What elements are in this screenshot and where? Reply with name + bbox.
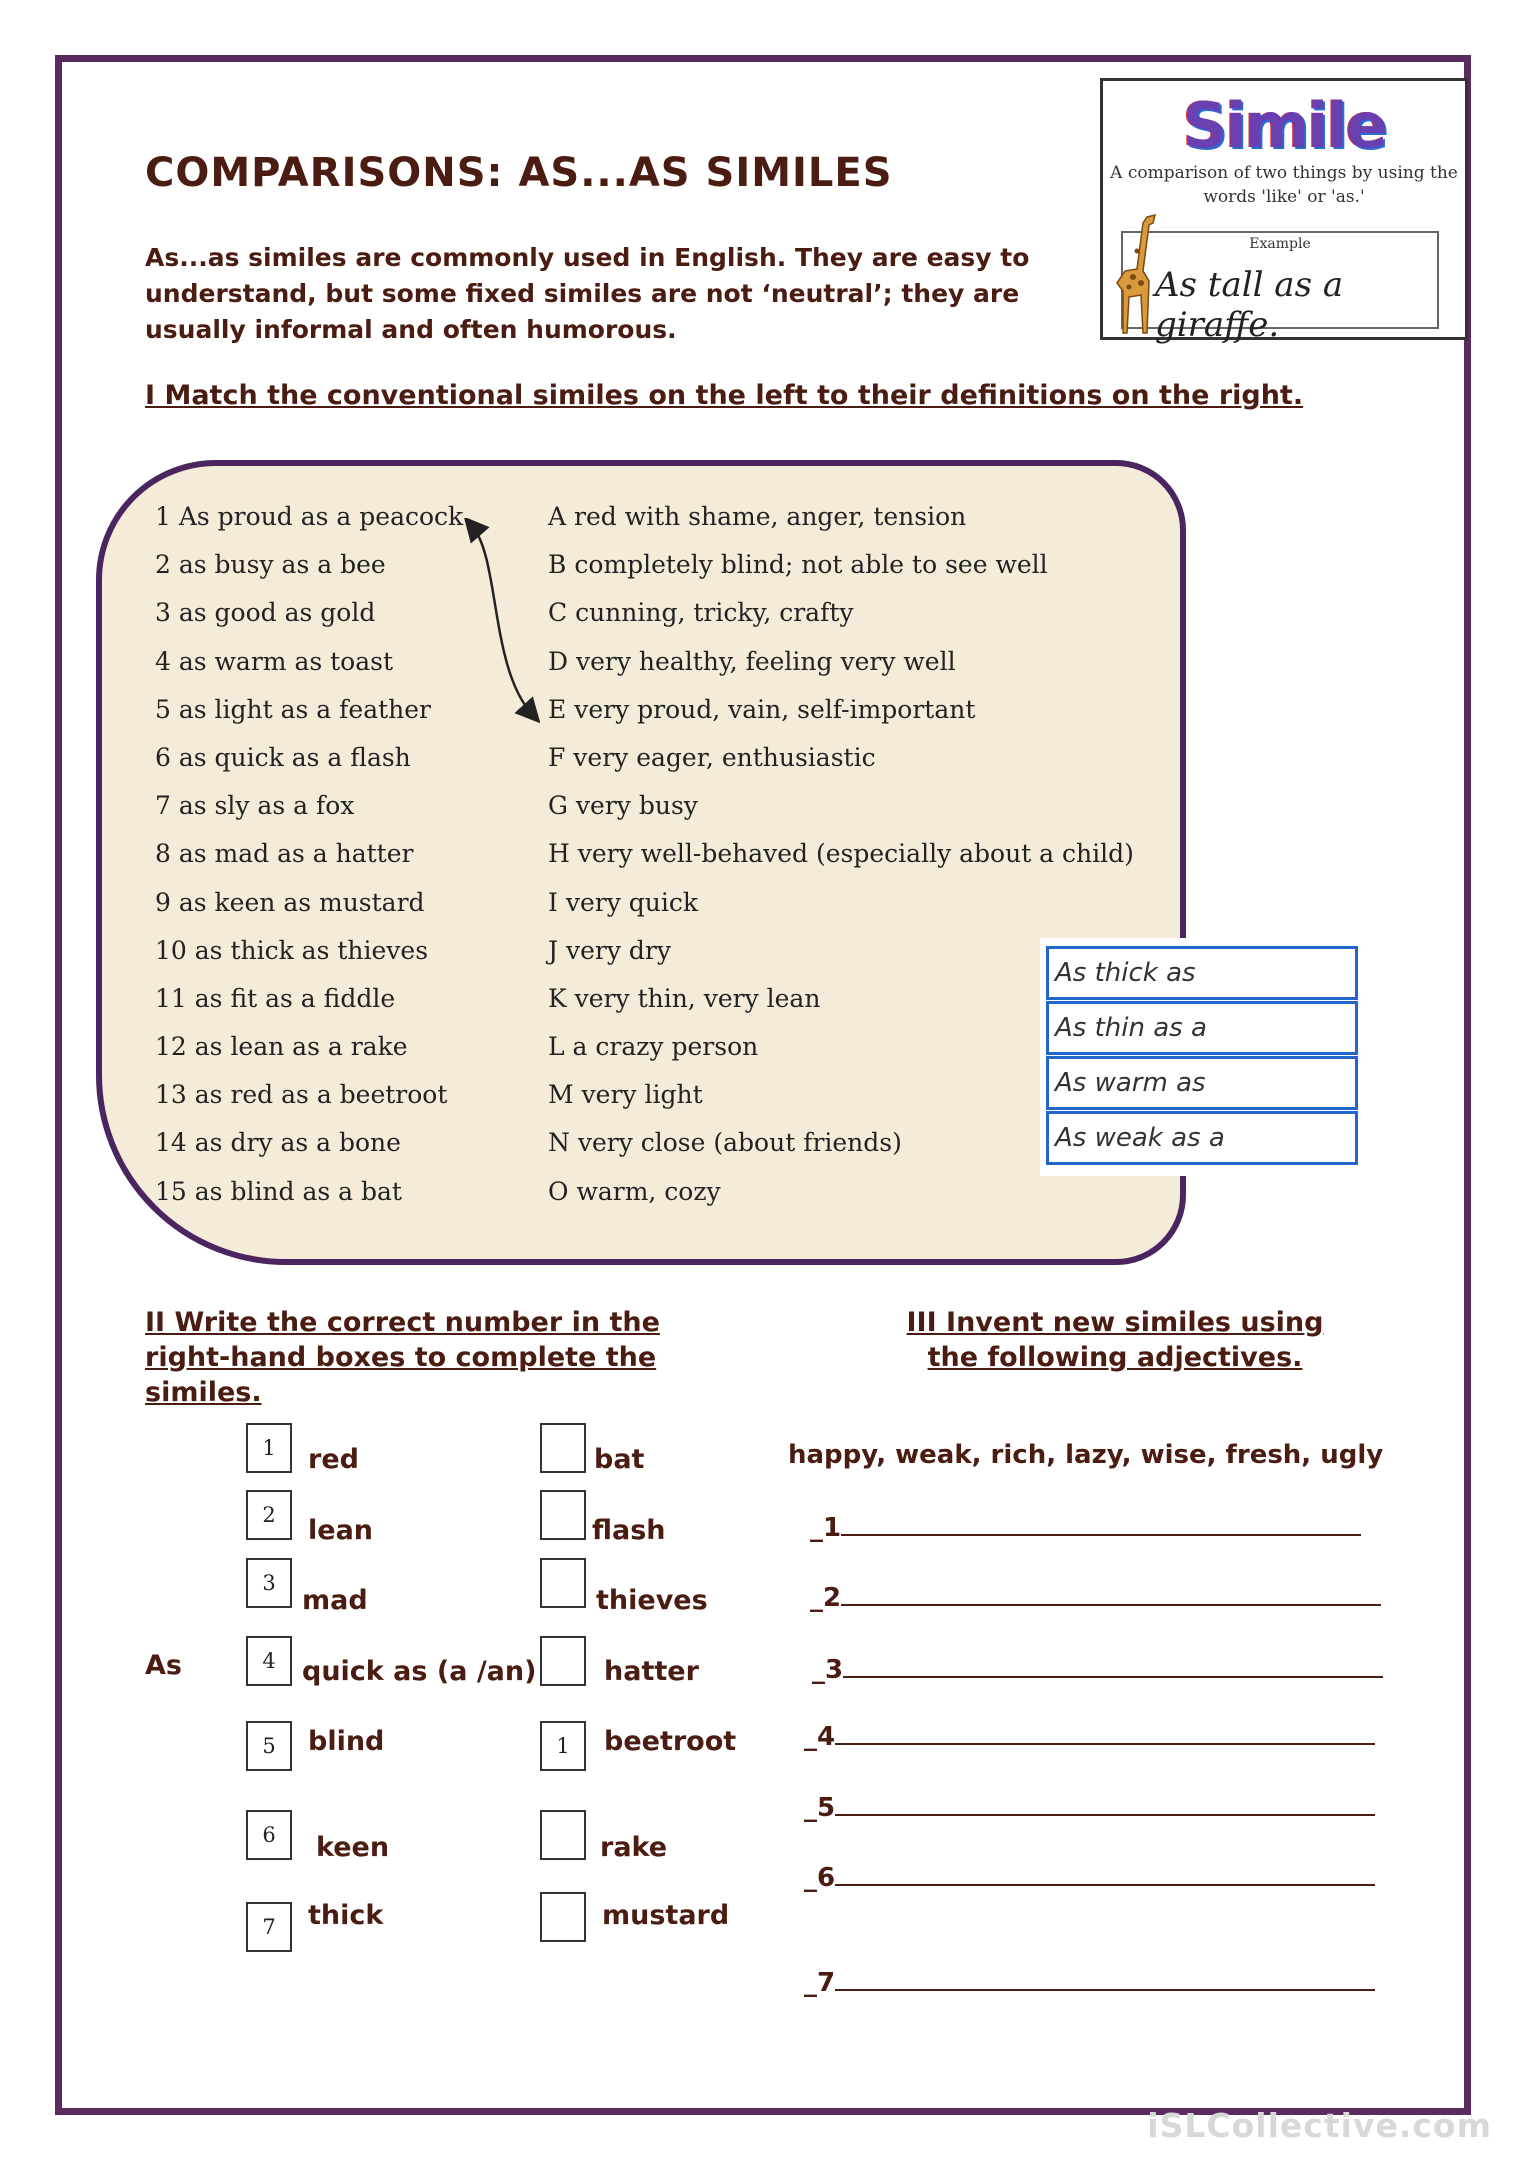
example-label: Example [1249, 236, 1311, 252]
answer-line[interactable] [804, 1863, 1375, 1893]
simile-logo-title: Simile [1182, 89, 1386, 162]
simile-item: 9 as keen as mustard [155, 887, 425, 917]
definition-item: C cunning, tricky, crafty [548, 598, 854, 628]
giraffe-icon [1103, 211, 1173, 341]
left-word: lean [308, 1515, 374, 1546]
definition-item: G very busy [548, 791, 698, 821]
as-word: As [145, 1650, 182, 1681]
simile-definition-box [1100, 78, 1468, 345]
answer-line-number: _3 [812, 1655, 844, 1685]
right-number-box[interactable]: 1 [540, 1721, 586, 1771]
simile-item: 5 as light as a feather [155, 694, 432, 724]
left-word: thick [308, 1900, 384, 1931]
answer-line-number: _6 [804, 1863, 836, 1893]
definition-item: L a crazy person [548, 1032, 759, 1062]
simile-item: 1 As proud as a peacock [155, 502, 464, 531]
definition-item: D very healthy, feeling very well [548, 646, 956, 676]
definition-item: F very eager, enthusiastic [548, 742, 876, 772]
definition-item: O warm, cozy [548, 1176, 721, 1206]
right-number-box[interactable] [540, 1423, 586, 1473]
definition-item: B completely blind; not able to see well [548, 550, 1048, 580]
definition-item: N very close (about friends) [548, 1128, 902, 1158]
simile-item: 13 as red as a beetroot [155, 1080, 448, 1110]
right-word: rake [600, 1832, 668, 1863]
left-word: quick as (a /an) [302, 1656, 537, 1687]
definition-item: A red with shame, anger, tension [548, 502, 967, 531]
simile-item: 8 as mad as a hatter [155, 839, 414, 869]
adjectives-list: happy, weak, rich, lazy, wise, fresh, ugly [788, 1440, 1384, 1470]
right-word: flash [592, 1515, 666, 1546]
answer-line[interactable] [812, 1655, 1383, 1685]
left-number-box[interactable]: 5 [246, 1721, 292, 1771]
definition-item: K very thin, very lean [548, 983, 821, 1013]
left-number-box[interactable]: 4 [246, 1636, 292, 1686]
answer-line[interactable] [810, 1583, 1381, 1613]
answer-line-number: _1 [810, 1513, 842, 1543]
side-example-line: As weak as a [1046, 1111, 1358, 1165]
right-number-box[interactable] [540, 1558, 586, 1608]
left-word: blind [308, 1726, 385, 1757]
simile-item: 10 as thick as thieves [155, 935, 429, 965]
answer-line[interactable] [804, 1722, 1375, 1752]
side-example-line: As warm as [1046, 1056, 1358, 1110]
right-number-box[interactable] [540, 1892, 586, 1942]
left-number-box[interactable]: 1 [246, 1423, 292, 1473]
page-title: COMPARISONS: AS...AS SIMILES [145, 150, 893, 196]
right-word: mustard [602, 1900, 730, 1931]
similes-list [155, 500, 463, 1223]
simile-item: 7 as sly as a fox [155, 791, 355, 821]
left-number-box[interactable]: 7 [246, 1902, 292, 1952]
simile-item: 14 as dry as a bone [155, 1128, 401, 1158]
simile-item: 6 as quick as a flash [155, 742, 411, 772]
side-examples-box [1040, 938, 1362, 1176]
simile-definition: A comparison of two things by using the words 'like' or 'as.' [1110, 163, 1458, 207]
simile-item: 4 as warm as toast [155, 646, 394, 676]
left-word: red [308, 1444, 359, 1475]
definition-item: E very proud, vain, self-important [548, 694, 976, 724]
definition-item: H very well-behaved (especially about a child) [548, 839, 1134, 869]
answer-line[interactable] [804, 1793, 1375, 1823]
left-number-box[interactable]: 2 [246, 1490, 292, 1540]
definition-item: J very dry [548, 935, 671, 965]
right-word: hatter [604, 1656, 699, 1687]
definition-item: I very quick [548, 887, 699, 917]
answer-line-number: _4 [804, 1722, 836, 1752]
side-example-line: As thick as [1046, 946, 1358, 1000]
example-text: As tall as a giraffe. [1155, 265, 1344, 345]
intro-paragraph: As...as similes are commonly used in English. They are easy to understand, but some fixed similes are not ‘neutral’; they are usually informal and often humorous. [145, 243, 1030, 344]
watermark: iSLCollective.com [1147, 2106, 1492, 2145]
left-word: mad [302, 1585, 368, 1616]
right-word: beetroot [604, 1726, 737, 1757]
simile-item: 11 as fit as a fiddle [155, 983, 396, 1013]
answer-line-number: _5 [804, 1793, 836, 1823]
right-word: bat [594, 1444, 645, 1475]
simile-item: 15 as blind as a bat [155, 1176, 402, 1206]
exercise3-instruction: III Invent new similes using the following adjectives. [906, 1307, 1324, 1373]
right-word: thieves [596, 1585, 708, 1616]
answer-line-number: _2 [810, 1583, 842, 1613]
exercise2-instruction: II Write the correct number in the right-hand boxes to complete the similes. [145, 1307, 660, 1408]
right-number-box[interactable] [540, 1636, 586, 1686]
definition-item: M very light [548, 1080, 703, 1110]
match-arrow-icon [460, 518, 540, 728]
left-word: keen [316, 1832, 390, 1863]
exercise1-instruction: I Match the conventional similes on the left to their definitions on the right. [145, 380, 1304, 411]
answer-line[interactable] [810, 1513, 1361, 1543]
left-number-box[interactable]: 3 [246, 1558, 292, 1608]
simile-item: 2 as busy as a bee [155, 550, 386, 580]
side-example-line: As thin as a [1046, 1001, 1358, 1055]
simile-item: 3 as good as gold [155, 598, 376, 628]
right-number-box[interactable] [540, 1810, 586, 1860]
right-number-box[interactable] [540, 1490, 586, 1540]
answer-line[interactable] [804, 1968, 1375, 1998]
left-number-box[interactable]: 6 [246, 1810, 292, 1860]
simile-item: 12 as lean as a rake [155, 1032, 408, 1062]
answer-line-number: _7 [804, 1968, 836, 1998]
